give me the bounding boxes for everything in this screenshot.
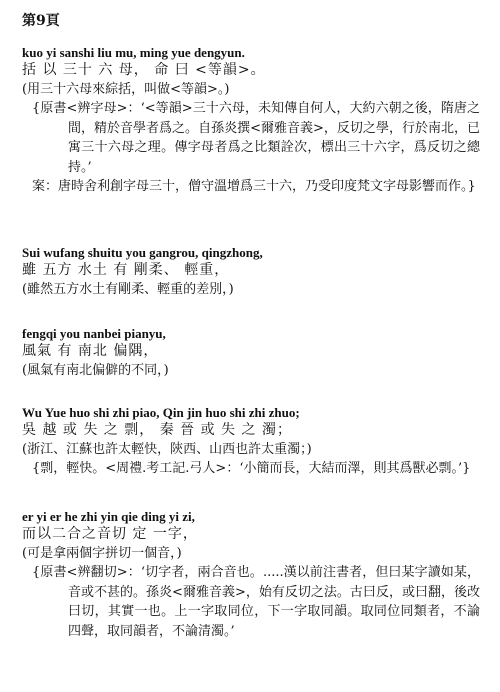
chinese-text-line: 風氣 有 南北 偏隅，: [22, 343, 159, 359]
chinese-text-line: 雖 五方 水土 有 剛柔、 輕重，: [22, 262, 230, 278]
pinyin-line: fengqi you nanbei pianyu,: [22, 326, 166, 341]
verse-section-4: [22, 404, 482, 479]
commentary-note: [32, 563, 480, 641]
pinyin-line: er yi er he zhi yin qie ding yi zi,: [22, 509, 195, 524]
pinyin-line: Sui wufang shuitu you gangrou, qingzhong,: [22, 245, 263, 260]
verse-section-2: [22, 244, 482, 299]
verse-section-3: [22, 325, 482, 380]
modern-translation-line: (雖然五方水土有剛柔、輕重的差別，): [22, 282, 234, 297]
modern-translation-line: (可是拿兩個字拼切一個音，): [22, 546, 182, 561]
modern-translation-line: (風氣有南北偏僻的不同，): [22, 363, 169, 378]
note-paragraph: {原書<辨翻切>：‘切字者，兩合音也。.....漢以前注書者，但曰某字讀如某，音或不甚的。孫炎<爾雅音義>，始有反切之法。古曰反，或曰翻，後改曰切，其實一也。上一字取同位，下一字取同韻。取同位同類者，不論四聲，取同韻者，不論清濁。’: [32, 565, 480, 639]
modern-translation-line: (用三十六母來綜括，叫做<等韻>。): [22, 82, 230, 97]
chinese-text-line: 括 以 三十 六 母， 命 曰 <等韻>。: [22, 62, 266, 78]
note-paragraph: {剽，輕快。<周禮.考工記.弓人>：‘小簡而長，大結而澤，則其爲獸必剽。’}: [32, 461, 471, 476]
pinyin-line: kuo yi sanshi liu mu, ming yue dengyun.: [22, 45, 245, 60]
commentary-note: [32, 99, 480, 197]
page-number-label: 第9頁: [22, 13, 60, 29]
note-paragraph: {原書<辨字母>：‘<等韻>三十六母，未知傳自何人，大約六朝之後，隋唐之間，精於音學者爲之。自孫炎撰<爾雅音義>，反切之學，行於南北，已寓三十六母之理。傳字母者爲之比類詮次，標出三十六字，爲反切之總持。’: [32, 101, 480, 175]
chinese-text-line: 吳 越 或 失 之 剽， 秦 晉 或 失 之 濁；: [22, 422, 292, 438]
modern-translation-line: (浙江、江蘇也許太輕快，陝西、山西也許太重濁；): [22, 442, 312, 457]
pinyin-line: Wu Yue huo shi zhi piao, Qin jin huo shi zhi zhuo;: [22, 405, 300, 420]
chinese-text-line: 而以二合之音切 定 一字，: [22, 526, 198, 542]
verse-section-5: [22, 508, 482, 641]
note-paragraph: 案：唐時舍利創字母三十，僧守溫增爲三十六，乃受印度梵文字母影響而作。}: [32, 179, 476, 194]
verse-section-1: [22, 44, 482, 197]
commentary-note: [32, 459, 480, 479]
